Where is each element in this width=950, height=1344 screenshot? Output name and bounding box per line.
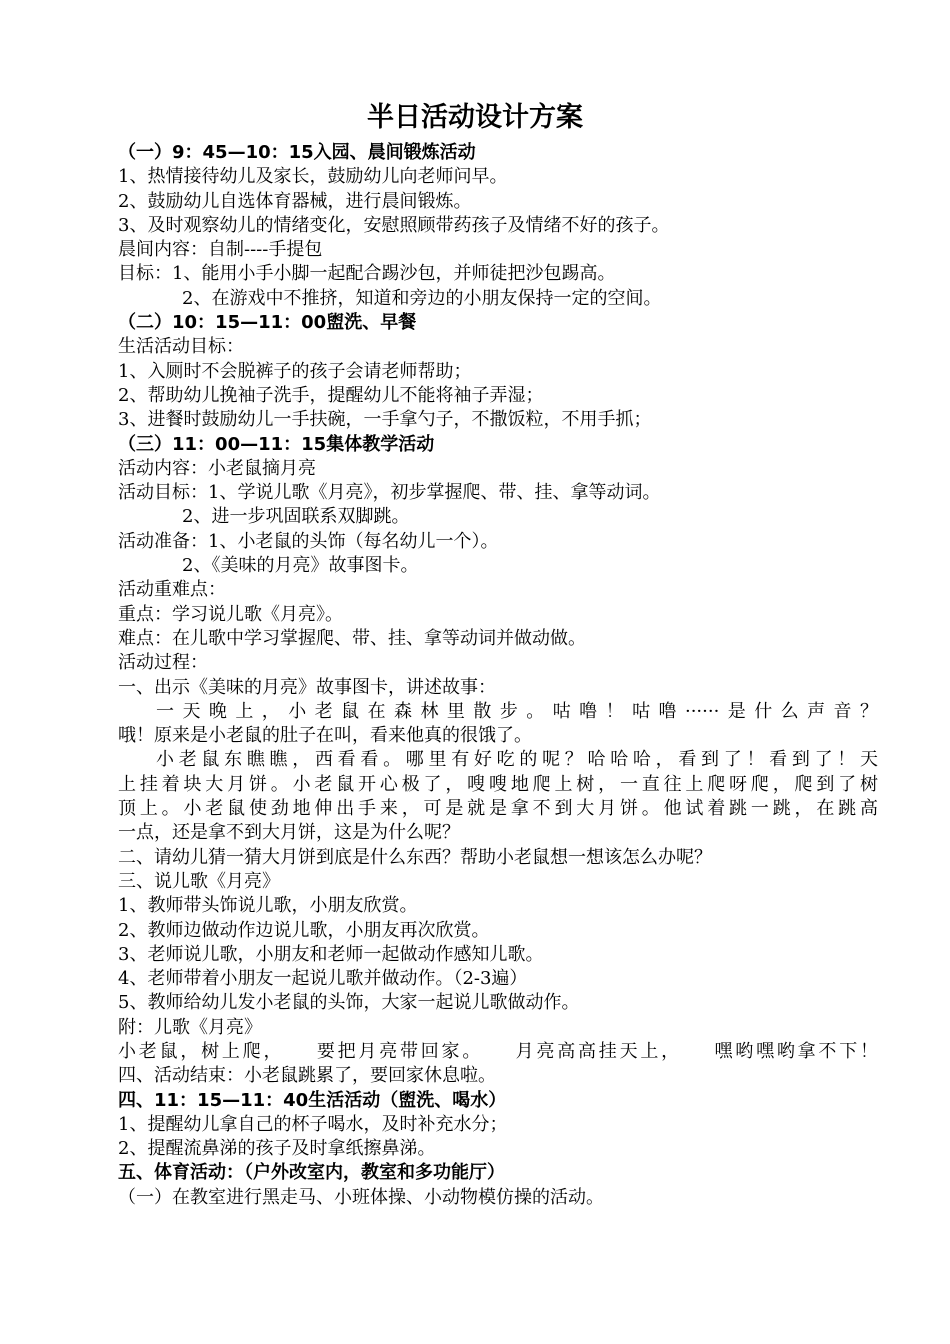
text-line: 重点：学习说儿歌《月亮》。: [118, 603, 343, 625]
text-line: 一、出示《美味的月亮》故事图卡，讲述故事：: [118, 676, 496, 698]
text-line: 难点：在儿歌中学习掌握爬、带、挂、拿等动词并做动做。: [118, 627, 586, 649]
text-line: 目标：1、能用小手小脚一起配合踢沙包，并师徒把沙包踢高。: [118, 263, 616, 285]
text-line: 顶上。小老鼠使劲地伸出手来，可是就是拿不到大月饼。他试着跳一跳，在跳高: [118, 798, 878, 820]
text-line: 小老鼠，树上爬， 要把月亮带回家。 月亮高高挂天上， 嘿哟嘿哟拿不下！: [118, 1040, 878, 1062]
text-line: 哦！原来是小老鼠的肚子在叫，看来他真的很饿了。: [118, 725, 532, 747]
text-line: 5、教师给幼儿发小老鼠的头饰，大家一起说儿歌做动作。: [118, 992, 580, 1014]
text-line: 2、在游戏中不推挤，知道和旁边的小朋友保持一定的空间。: [182, 287, 662, 309]
text-line: 三、说儿歌《月亮》: [118, 870, 280, 892]
text-line: 1、入厕时不会脱裤子的孩子会请老师帮助；: [118, 360, 472, 382]
text-line: 生活活动目标：: [118, 336, 244, 358]
text-line: 上挂着块大月饼。小老鼠开心极了，嗖嗖地爬上树，一直往上爬呀爬，爬到了树: [118, 773, 878, 795]
text-line: 1、提醒幼儿拿自己的杯子喝水，及时补充水分；: [118, 1113, 508, 1135]
text-line: （一）在教室进行黑走马、小班体操、小动物模仿操的活动。: [118, 1186, 604, 1208]
document-title: 半日活动设计方案: [367, 102, 583, 133]
text-line: 4、老师带着小朋友一起说儿歌并做动作。（2-3遍）: [118, 968, 528, 990]
text-line: 活动准备：1、小老鼠的头饰（每名幼儿一个）。: [118, 530, 499, 552]
text-line: 活动目标：1、学说儿歌《月亮》，初步掌握爬、带、挂、拿等动词。: [118, 482, 661, 504]
text-line: 2、教师边做动作边说儿歌，小朋友再次欣赏。: [118, 919, 490, 941]
text-line: 四、活动结束：小老鼠跳累了，要回家休息啦。: [118, 1065, 496, 1087]
text-line: 一天晚上，小老鼠在森林里散步。咕噜！咕噜······是什么声音？: [156, 700, 878, 722]
text-line: 活动重难点：: [118, 579, 226, 601]
text-line: 一点，还是拿不到大月饼，这是为什么呢？: [118, 822, 460, 844]
text-line: 活动过程：: [118, 652, 208, 674]
text-line: 3、及时观察幼儿的情绪变化，安慰照顾带药孩子及情绪不好的孩子。: [118, 214, 670, 236]
text-line: 2、进一步巩固联系双脚跳。: [182, 506, 410, 528]
text-line: 2、鼓励幼儿自选体育器械，进行晨间锻炼。: [118, 190, 472, 212]
text-line: 二、请幼儿猜一猜大月饼到底是什么东西？帮助小老鼠想一想该怎么办呢？: [118, 846, 712, 868]
section-heading: （一）9：45—10：15入园、晨间锻炼活动: [118, 142, 476, 163]
text-line: 3、进餐时鼓励幼儿一手扶碗，一手拿勺子，不撒饭粒，不用手抓；: [118, 409, 652, 431]
text-line: 小老鼠东瞧瞧，西看看。哪里有好吃的呢？哈哈哈，看到了！看到了！天: [156, 749, 878, 771]
text-line: 活动内容：小老鼠摘月亮: [118, 457, 316, 479]
text-line: 附：儿歌《月亮》: [118, 1016, 262, 1038]
text-line: 1、教师带头饰说儿歌，小朋友欣赏。: [118, 895, 418, 917]
section-heading: 四、11：15—11：40生活活动（盥洗、喝水）: [118, 1089, 507, 1111]
text-line: 晨间内容：自制----手提包: [118, 239, 323, 261]
text-line: 2、帮助幼儿挽袖子洗手，提醒幼儿不能将袖子弄湿；: [118, 384, 544, 406]
document-body: [118, 141, 878, 1210]
text-line: 3、老师说儿歌，小朋友和老师一起做动作感知儿歌。: [118, 943, 544, 965]
section-heading: 五、体育活动：（户外改室内，教室和多功能厅）: [118, 1162, 505, 1184]
text-line: 2、《美味的月亮》故事图卡。: [182, 555, 419, 577]
section-heading: （三）11：00—11：15集体教学活动: [118, 433, 435, 455]
text-line: 2、提醒流鼻涕的孩子及时拿纸擦鼻涕。: [118, 1138, 436, 1160]
section-heading: （二）10：15—11：00盥洗、早餐: [118, 312, 417, 334]
text-line: 1、热情接待幼儿及家长，鼓励幼儿向老师问早。: [118, 166, 508, 188]
